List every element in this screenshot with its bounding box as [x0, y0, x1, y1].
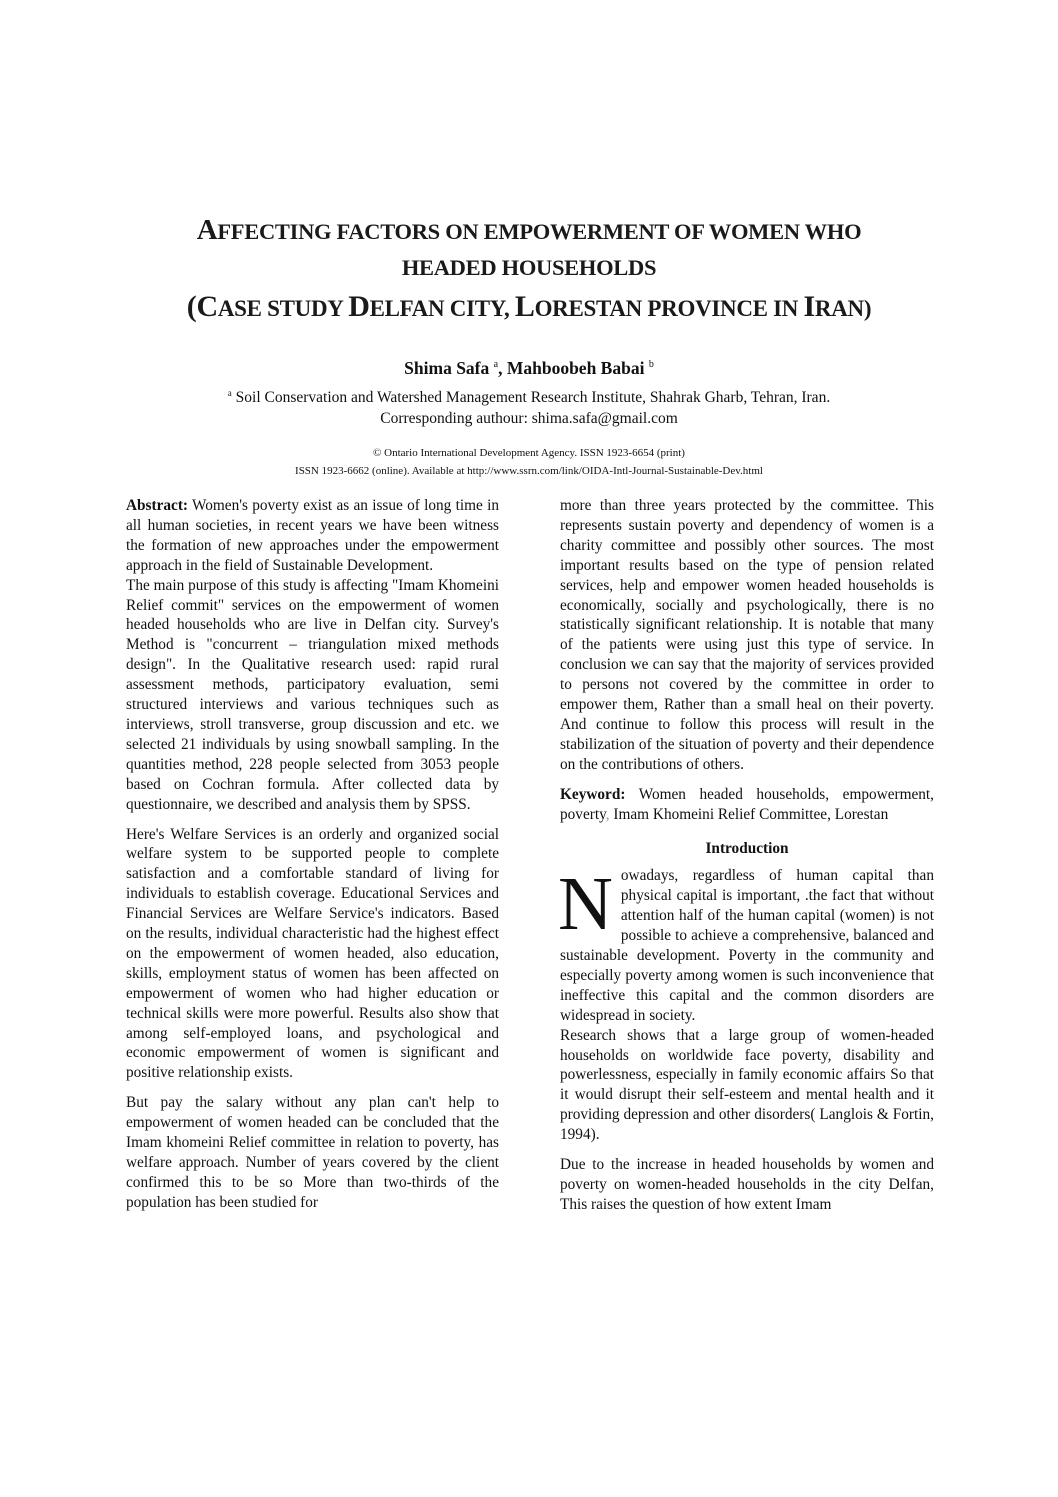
drop-cap: N [558, 862, 613, 947]
abstract-paragraph: The main purpose of this study is affecting "Imam Khomeini Relief commit" services on the empowerment of women headed households who are live in Delfan city. Survey's Method is "concurrent – triangulation mixed methods design". In the Qualitative research used: rapid rural assessment methods, participatory evaluation, semi structured interviews and various techniques such as interviews, stroll transverse, group discussion and etc. we selected 21 individuals by using snowball sampling. In the quantities method, 228 people selected from 3053 people based on Cochran formula. After collected data by questionnaire, we described and analysis them by SPSS. [126, 576, 499, 813]
left-column [126, 496, 499, 1223]
abstract-label: Abstract: [126, 497, 189, 514]
affiliation-marker: a [227, 388, 232, 398]
copyright-notice [100, 444, 958, 480]
abstract-paragraph [126, 496, 499, 576]
subtitle-part: ORESTAN PROVINCE IN [534, 296, 804, 321]
intro-paragraph: Research shows that a large group of women-headed households on worldwide face poverty, disability and powerlessness, especially in family economic affairs So that it would disrupt their self-esteem and mental health and it providing depression and other disorders( Langlois & Fortin, 1994). [560, 1026, 934, 1144]
title-line-1-text: FFECTING FACTORS ON EMPOWERMENT OF WOMEN WHO [217, 219, 862, 244]
intro-text: owadays, regardless of human capital than physical capital is important, .the fact that without attention half of the human capital (women) is not possible to achieve a comprehensive, balanced and sustainable development. Poverty in the community and especially poverty among women is such inconvenience that ineffective this capital and the common disorders are widespread in society. [560, 867, 934, 1024]
affiliation-text: Soil Conservation and Watershed Management Research Institute, Shahrak Gharb, Tehran, Iran. [231, 389, 831, 407]
body-paragraph: more than three years protected by the committee. This represents sustain poverty and dependency of women is a charity committee and possibly other sources. The most important results based on the type of pension related services, help and empower women headed households is economically, socially and psychologically, there is no statistically significant relationship. It is notable that many of the patients were using just this type of service. In conclusion we can say that the majority of services provided to persons not covered by the committee in order to empower them, Rather than a small heal on their poverty. And continue to follow this process will result in the stabilization of the situation of poverty and their dependence on the contributions of others. [560, 497, 934, 773]
paper-subtitle [100, 287, 958, 329]
paper-title-line-1 [100, 215, 958, 247]
subtitle-part: ASE STUDY [217, 296, 349, 321]
corresponding-author: Corresponding authour: shima.safa@gmail.com [380, 410, 678, 428]
body-paragraph: Here's Welfare Services is an orderly and organized social welfare system to be supported people to complete satisfaction and a comfortable standard of living for individuals to establish coverage. Educational Services and Financial Services are Welfare Service's indicators. Based on the results, individual characteristic had the highest effect on the empowerment of women headed, also education, skills, employment status of women has been affected on empowerment of women who had higher education or technical skills were more powerful. Results also show that among self-employed loans, and psychological and economic empowerment of women is significant and positive relationship exists. [126, 825, 499, 1082]
keyword-label: Keyword: [560, 785, 626, 803]
author-separator: , [498, 358, 507, 378]
intro-paragraph [558, 862, 934, 1025]
paper-title-line-2: HEADED HOUSEHOLDS [401, 255, 657, 280]
author-name: Mahboobeh Babai [506, 358, 645, 378]
abstract-text: Women's poverty exist as an issue of long time in all human societies, in recent years we have been witness the formation of new approaches under the empowerment approach in the field of Sustainable Development. [126, 497, 499, 574]
affiliation-line [100, 383, 958, 408]
authors [100, 358, 958, 379]
keywords-separator: , [605, 805, 610, 823]
body-paragraph: But pay the salary without any plan can't help to empowerment of women headed can be concluded that the Imam khomeini Relief committee in relation to poverty, has welfare approach. Number of years covered by the client confirmed this to be so More than two-thirds of the population has been studied for [126, 1094, 499, 1211]
subtitle-part: (C [186, 290, 218, 323]
subtitle-part: ELFAN CITY, [369, 296, 515, 321]
keywords-text: Women headed households, empowerment, poverty [560, 785, 934, 823]
intro-paragraph: Due to the increase in headed households by women and poverty on women-headed households in the city Delfan, This raises the question of how extent Imam [560, 1156, 934, 1213]
keywords [560, 785, 934, 825]
title-initial: A [196, 214, 218, 246]
subtitle-part: RAN) [814, 296, 872, 321]
issn-line: ISSN 1923-6662 (online). Available at http://www.ssrn.com/link/OIDA-Intl-Journal-Sustainable-Dev.html [295, 465, 763, 477]
author-affiliation-marker: a [493, 359, 499, 371]
copyright-line: © Ontario International Development Agency. ISSN 1923-6654 (print) [373, 447, 685, 459]
author-name: Shima Safa [404, 358, 490, 378]
section-heading-introduction: Introduction [705, 839, 789, 857]
author-affiliation-marker: b [648, 359, 654, 371]
subtitle-part: L [514, 290, 535, 323]
affiliation [100, 383, 958, 429]
subtitle-part: I [803, 290, 815, 323]
subtitle-part: D [348, 290, 370, 323]
keywords-text: Imam Khomeini Relief Committee, Lorestan [609, 805, 889, 823]
right-column [560, 496, 934, 1225]
